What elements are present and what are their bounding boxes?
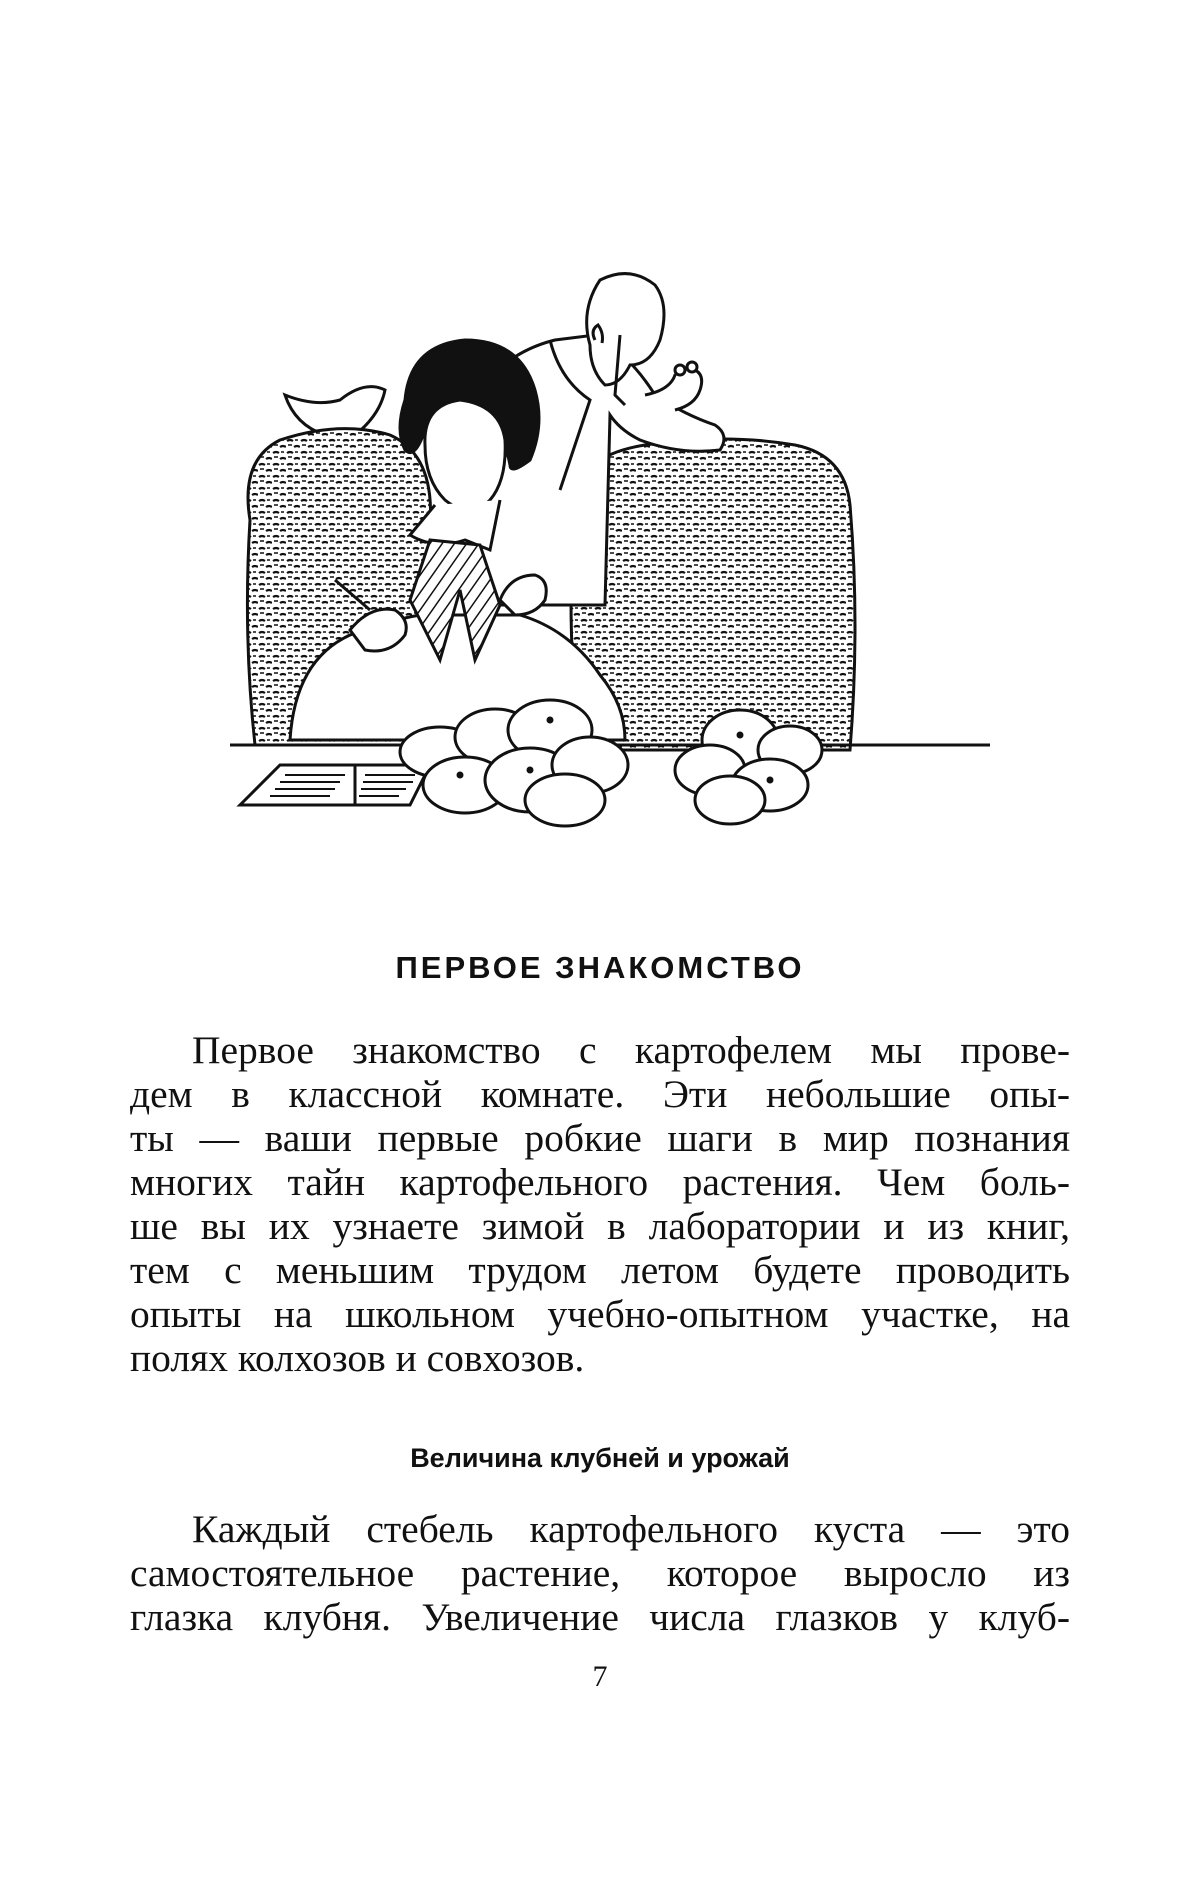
paragraph-line: Первое знакомство с картофелем мы прове- <box>192 1028 1070 1072</box>
paragraph-line: дем в классной комнате. Эти небольшие опы- <box>130 1072 1070 1116</box>
page-number: 7 <box>592 1660 608 1693</box>
section-title: ПЕРВОЕ ЗНАКОМСТВО <box>395 950 805 985</box>
paragraph-line: тем с меньшим трудом летом будете проводить <box>130 1248 1070 1292</box>
paragraph-line: многих тайн картофельного растения. Чем боль- <box>130 1160 1070 1204</box>
children-examining-potatoes-illustration <box>230 270 990 860</box>
paragraph-line: опыты на школьном учебно-опытном участке, на <box>130 1292 1070 1336</box>
paragraph-line: глазка клубня. Увеличение числа глазков у клуб- <box>130 1595 1070 1639</box>
section-paragraph <box>130 1028 1070 1380</box>
paragraph-line: самостоятельное растение, которое выросло из <box>130 1551 1070 1595</box>
open-book <box>240 765 430 805</box>
subsection-paragraph <box>130 1507 1070 1639</box>
paragraph-line: ше вы их узнаете зимой в лаборатории и из книг, <box>130 1204 1070 1248</box>
paragraph-line: полях колхозов и совхозов. <box>130 1336 585 1380</box>
subsection-title: Величина клубней и урожай <box>410 1443 790 1473</box>
paragraph-line: ты — ваши первые робкие шаги в мир познания <box>130 1116 1070 1160</box>
paragraph-line: Каждый стебель картофельного куста — это <box>192 1507 1070 1551</box>
